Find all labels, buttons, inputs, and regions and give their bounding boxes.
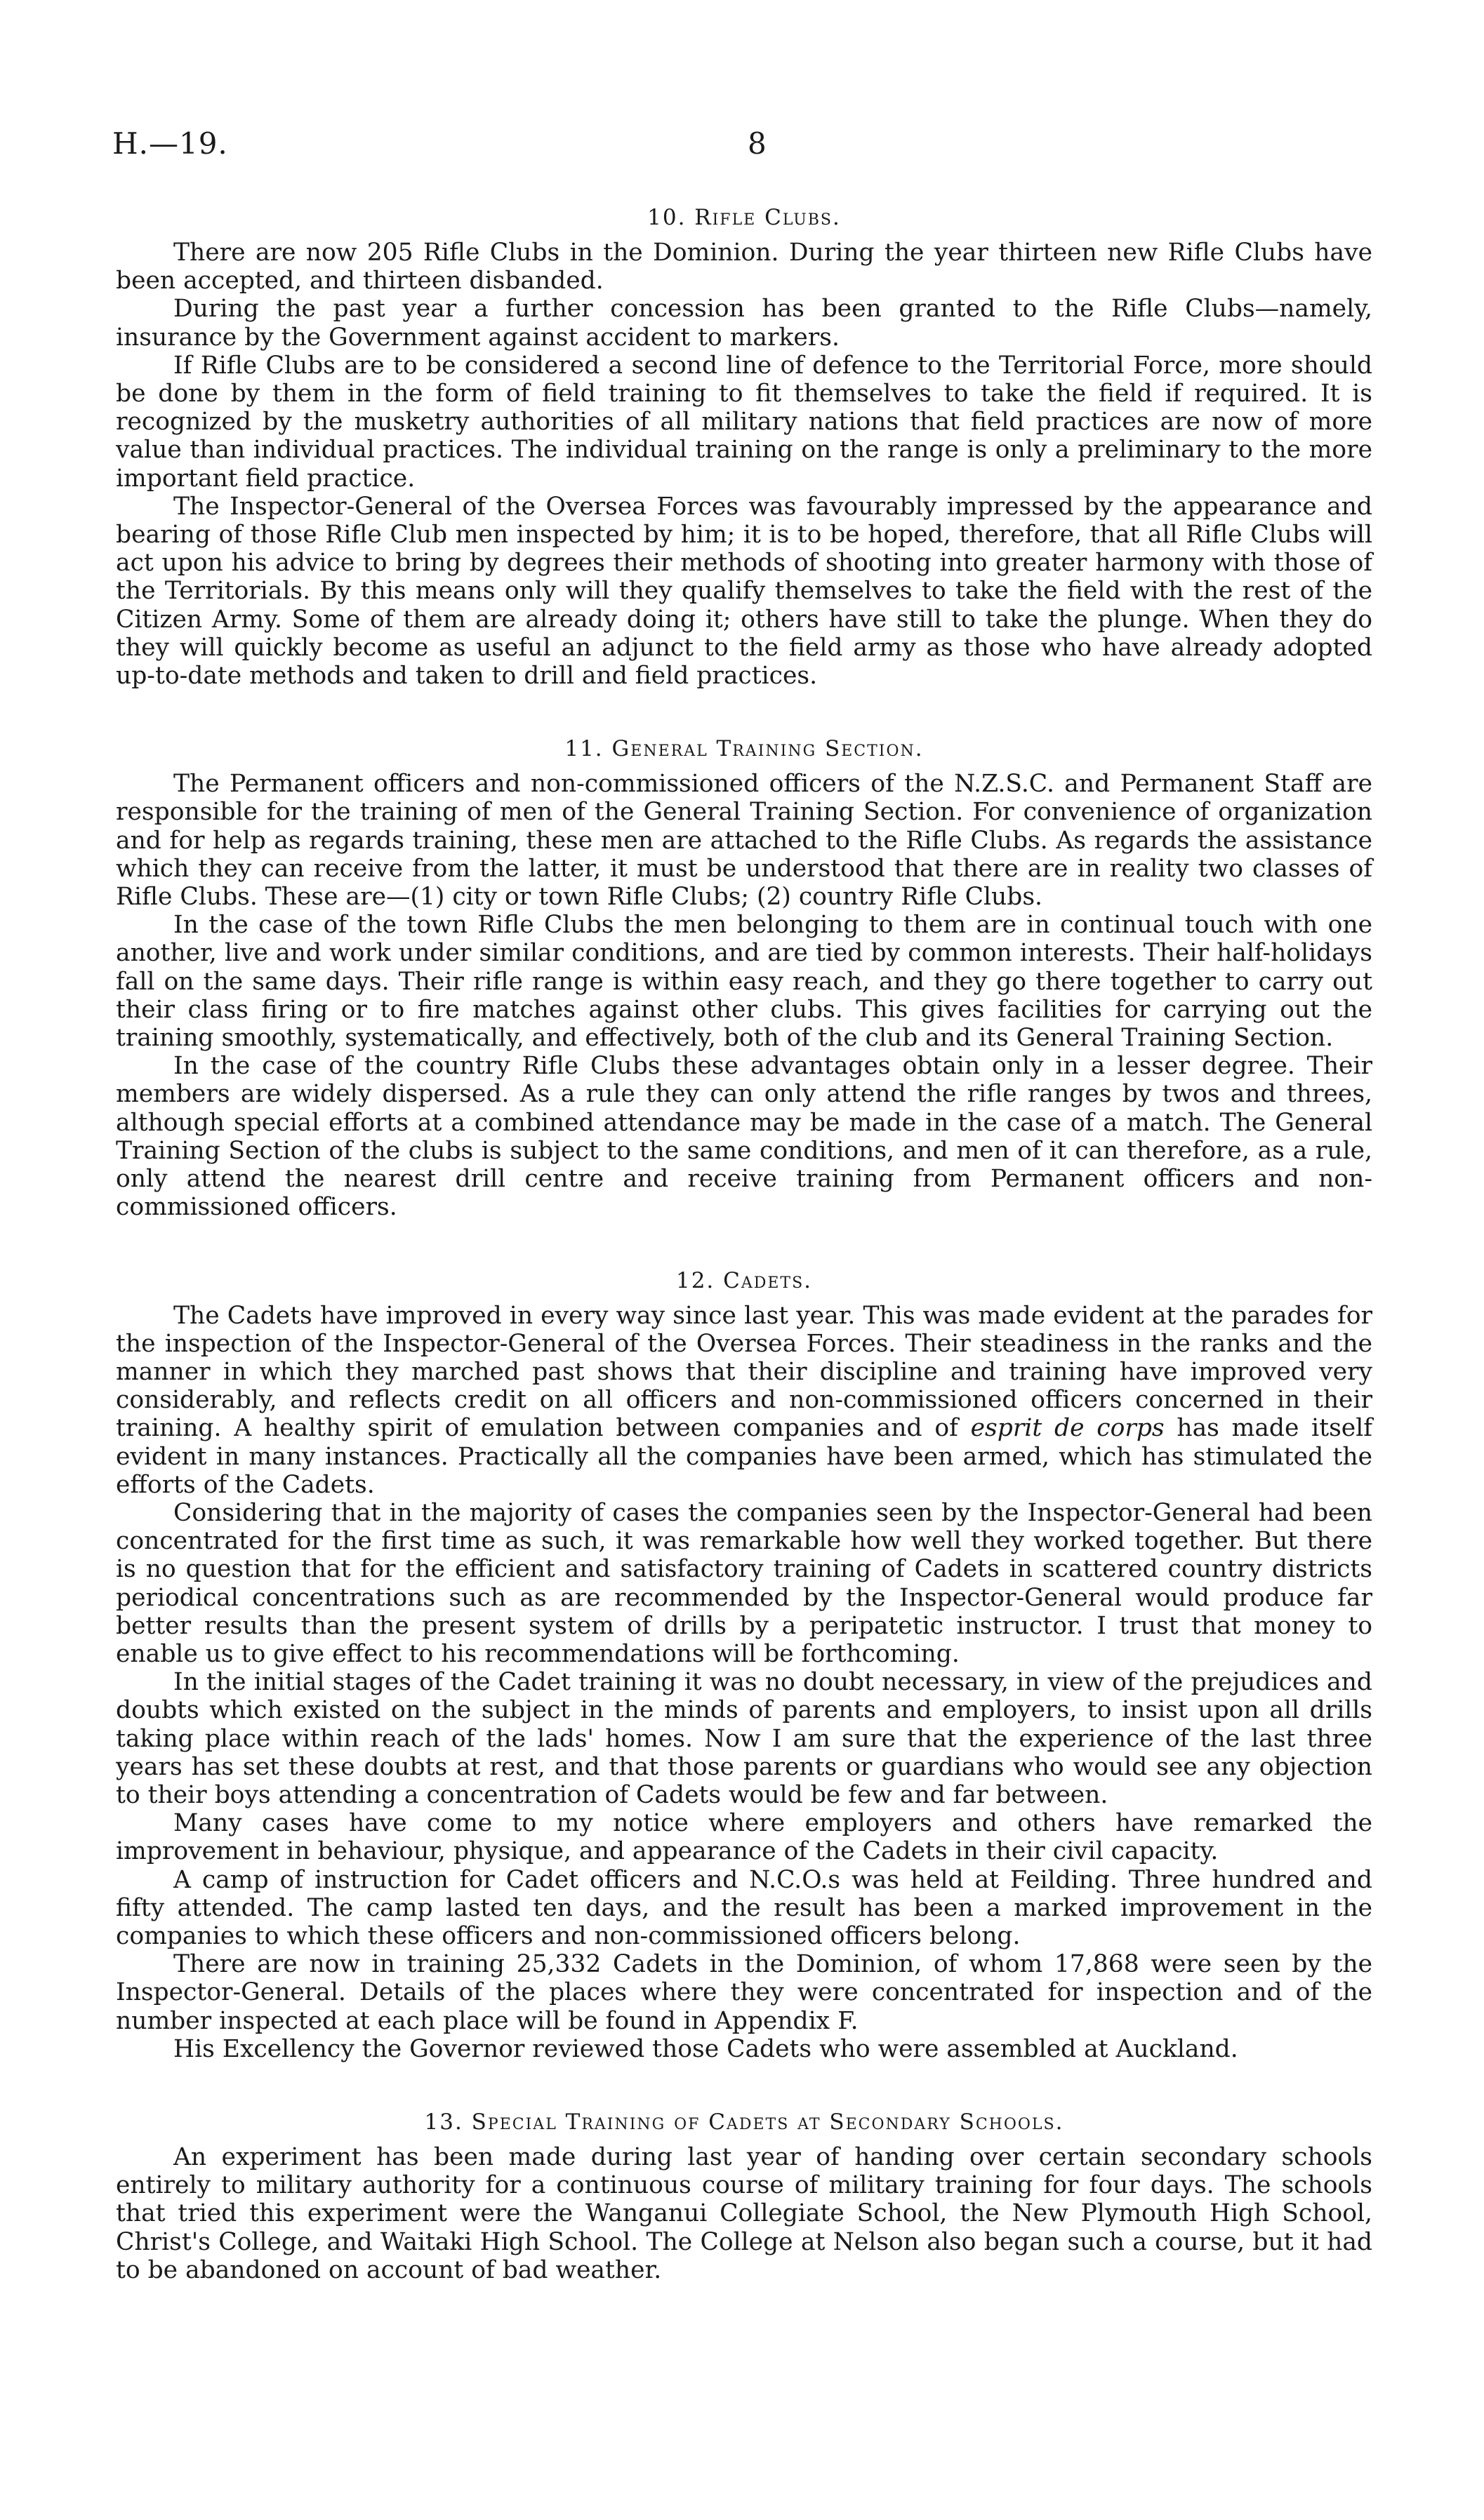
section-title: 13. Special Training of Cadets at Secondary Schools. xyxy=(424,2109,1064,2135)
paragraph: Many cases have come to my notice where employers and others have remarked the improvement in behaviour, physique, and appearance of the Cadets in their civil capacity. xyxy=(116,1809,1372,1866)
paragraph: A camp of instruction for Cadet officers and N.C.O.s was held at Feilding. Three hundred and fifty attended. The camp lasted ten days, and the result has been a marked improvement in the companies to which these officers and non-commissioned officers belong. xyxy=(116,1865,1372,1950)
section-cadets xyxy=(116,1267,1372,2063)
paragraph: An experiment has been made during last year of handing over certain secondary schools entirely to military authority for a continuous course of military training for four days. The schools that tried this experiment were the Wanganui Collegiate School, the New Plymouth High School, Christ's College, and Waitaki High School. The College at Nelson also began such a course, but it had to be abandoned on account of bad weather. xyxy=(116,2142,1372,2284)
paragraph: There are now in training 25,332 Cadets in the Dominion, of whom 17,868 were seen by the Inspector-General. Details of the places where they were concentrated for inspection and of the number inspected at each place will be found in Appendix F. xyxy=(116,1950,1372,2035)
paragraph: In the initial stages of the Cadet training it was no doubt necessary, in view of the prejudices and doubts which existed on the subject in the minds of parents and employers, to insist upon all drills taking place within reach of the lads' homes. Now I am sure that the experience of the last three years has set these doubts at rest, and that those parents or guardians who would see any objection to their boys attending a concentration of Cadets would be few and far between. xyxy=(116,1668,1372,1809)
paragraph: If Rifle Clubs are to be considered a second line of defence to the Territorial Force, more should be done by them in the form of field training to fit themselves to take the field if required. It is recognized by the musketry authorities of all military nations that field practices are now of more value than individual practices. The individual training on the range is only a preliminary to the more important field practice. xyxy=(116,351,1372,493)
paragraph: The Inspector-General of the Oversea Forces was favourably impressed by the appearance and bearing of those Rifle Club men inspected by him; it is to be hoped, therefore, that all Rifle Clubs will act upon his advice to bring by degrees their methods of shooting into greater harmony with those of the Territorials. By this means only will they qualify themselves to take the field with the rest of the Citizen Army. Some of them are already doing it; others have still to take the plunge. When they do they will quickly become as useful an adjunct to the field army as those who have already adopted up-to-date methods and taken to drill and field practices. xyxy=(116,492,1372,691)
paragraph: His Excellency the Governor reviewed those Cadets who were assembled at Auckland. xyxy=(173,2034,1238,2063)
paragraph: The Permanent officers and non-commissioned officers of the N.Z.S.C. and Permanent Staff are responsible for the training of men of the General Training Section. For convenience of organization and for help as regards training, these men are attached to the Rifle Clubs. As regards the assistance which they can receive from the latter, it must be understood that there are in reality two classes of Rifle Clubs. These are—(1) city or town Rifle Clubs; (2) country Rifle Clubs. xyxy=(116,770,1372,912)
section-special-training xyxy=(116,2108,1372,2284)
paragraph: The Cadets have improved in every way since last year. This was made evident at the parades for the inspection of the Inspector-General of the Oversea Forces. Their steadiness in the ranks and the manner in which they marched past shows that their discipline and training have improved very considerably, and reflects credit on all officers and non-commissioned officers concerned in their training. A healthy spirit of emulation between companies and of esprit de corps has made itself evident in many instances. Practically all the companies have been armed, which has stimulated the efforts of the Cadets. xyxy=(116,1301,1373,1499)
section-title: 10. Rifle Clubs. xyxy=(647,205,841,230)
section-title: 11. General Training Section. xyxy=(564,736,924,762)
paragraph: During the past year a further concession has been granted to the Rifle Clubs—namely, insurance by the Government against accident to markers. xyxy=(116,295,1372,352)
paragraph: In the case of the town Rifle Clubs the men belonging to them are in continual touch with one another, live and work under similar conditions, and are tied by common interests. Their half-holidays fall on the same days. Their rifle range is within easy reach, and they go there together to carry out their class firing or to fire matches against other clubs. This gives facilities for carrying out the training smoothly, systematically, and effectively, both of the club and its General Training Section. xyxy=(116,911,1372,1053)
running-header xyxy=(112,126,1376,168)
paragraph: Considering that in the majority of cases the companies seen by the Inspector-General had been concentrated for the first time as such, it was remarkable how well they worked together. But there is no question that for the efficient and satisfactory training of Cadets in scattered country districts periodical concentrations such as are recommended by the Inspector-General would produce far better results than the present system of drills by a peripatetic instructor. I trust that money to enable us to give effect to his recommendations will be forthcoming. xyxy=(116,1498,1372,1668)
paragraph: In the case of the country Rifle Clubs these advantages obtain only in a lesser degree. Their members are widely dispersed. As a rule they can only attend the rifle ranges by twos and threes, although special efforts at a combined attendance may be made in the case of a match. The General Training Section of the clubs is subject to the same conditions, and men of it can therefore, as a rule, only attend the nearest drill centre and receive training from Permanent officers and non-commissioned officers. xyxy=(116,1052,1372,1222)
section-rifle-clubs xyxy=(116,204,1372,690)
document-body xyxy=(116,204,1372,2329)
page-number: 8 xyxy=(748,126,767,161)
document-reference: H.—19. xyxy=(112,126,228,161)
paragraph: There are now 205 Rifle Clubs in the Dominion. During the year thirteen new Rifle Clubs have been accepted, and thirteen disbanded. xyxy=(116,239,1372,295)
section-title: 12. Cadets. xyxy=(675,1267,813,1293)
section-general-training xyxy=(116,735,1372,1221)
